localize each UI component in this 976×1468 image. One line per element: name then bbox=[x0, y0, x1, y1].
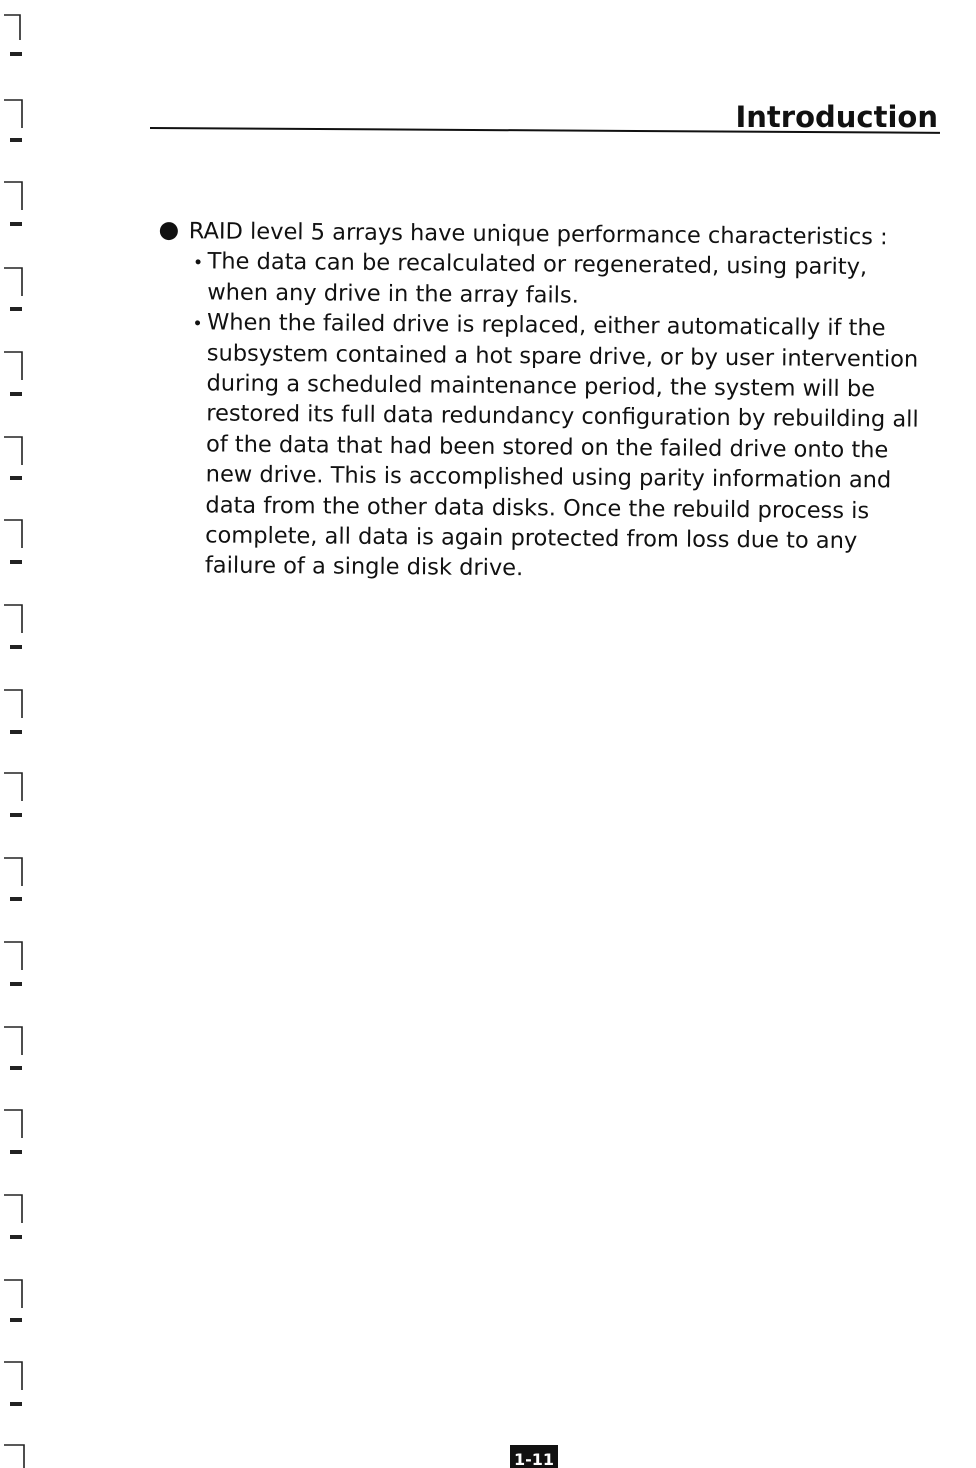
text-line: failure of a single disk drive. bbox=[204, 552, 524, 582]
sub-bullet-item bbox=[159, 246, 920, 313]
main-content bbox=[157, 216, 920, 587]
text-line: The data can be recalculated or regenerated, using parity, bbox=[207, 248, 868, 281]
page-header-title: Introduction bbox=[735, 100, 938, 134]
text-line: data from the other data disks. Once the rebuild process is bbox=[205, 492, 870, 524]
text-line: subsystem contained a hot spare drive, or by user intervention bbox=[206, 340, 919, 373]
binder-holes bbox=[0, 0, 34, 1468]
bullet-dot-icon bbox=[160, 222, 178, 240]
text-line: during a scheduled maintenance period, the system will be bbox=[206, 370, 876, 403]
sub-bullet-dot-icon bbox=[196, 260, 201, 265]
text-line: new drive. This is accomplished using parity information and bbox=[205, 461, 892, 494]
sub-bullet-dot-icon bbox=[195, 321, 200, 326]
text-line: When the failed drive is replaced, either automatically if the bbox=[206, 309, 886, 342]
text-line: complete, all data is again protected from loss due to any bbox=[205, 522, 858, 555]
text-line: of the data that had been stored on the failed drive onto the bbox=[205, 431, 889, 464]
page-number: 1-11 bbox=[510, 1445, 558, 1468]
text-line: when any drive in the array fails. bbox=[207, 279, 579, 309]
bullet-lead-text: RAID level 5 arrays have unique performance characteristics : bbox=[188, 218, 888, 251]
sub-bullet-item bbox=[157, 307, 919, 587]
text-line: restored its full data redundancy configuration by rebuilding all bbox=[206, 400, 919, 434]
sub-bullet-list bbox=[157, 246, 920, 587]
